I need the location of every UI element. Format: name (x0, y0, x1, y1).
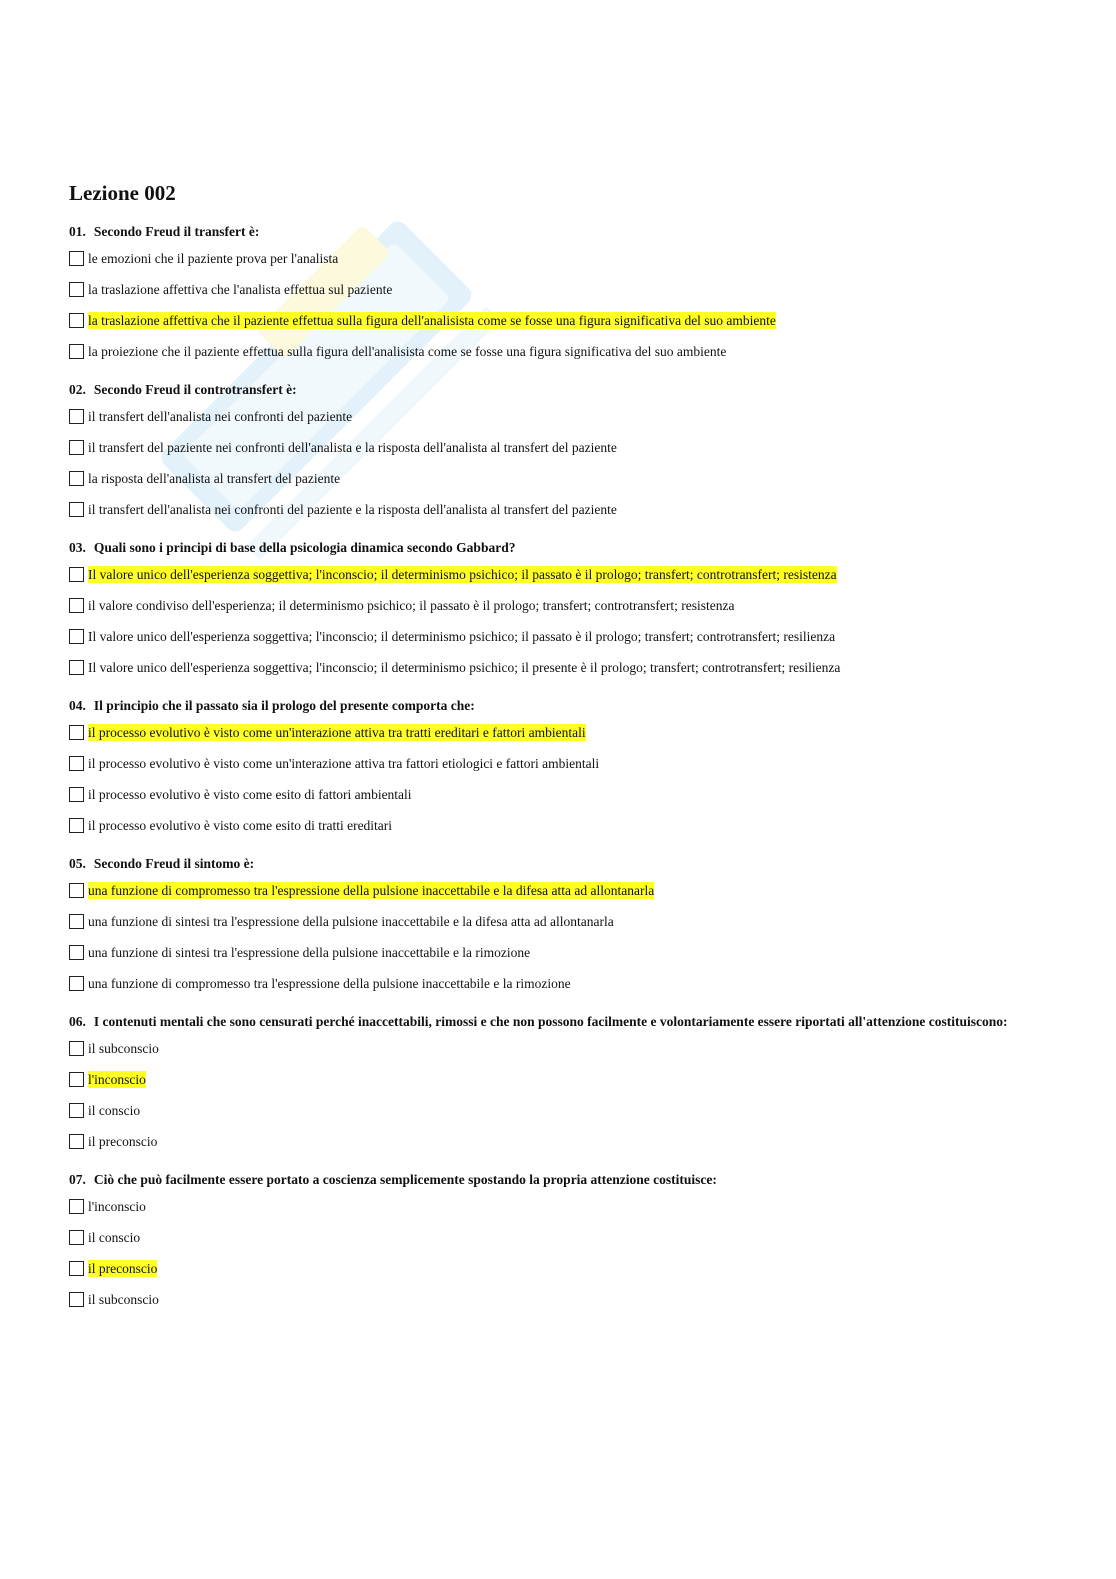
answer-option[interactable] (69, 1130, 1059, 1153)
question-text (69, 698, 1059, 713)
answer-option[interactable] (69, 656, 1059, 679)
answer-label: il subconscio (88, 1292, 159, 1307)
checkbox[interactable] (69, 787, 84, 802)
checkbox[interactable] (69, 471, 84, 486)
checkbox[interactable] (69, 1199, 84, 1214)
question-list (69, 224, 1059, 1311)
question-prompt: Il principio che il passato sia il prologo del presente comporta che: (93, 698, 475, 713)
checkbox[interactable] (69, 409, 84, 424)
question-number: 07. (69, 1172, 86, 1187)
checkbox[interactable] (69, 440, 84, 455)
checkbox[interactable] (69, 1041, 84, 1056)
answer-option[interactable] (69, 1037, 1059, 1060)
quiz-content (69, 178, 1059, 1330)
checkbox[interactable] (69, 883, 84, 898)
checkbox[interactable] (69, 344, 84, 359)
answer-option[interactable] (69, 594, 1059, 617)
checkbox[interactable] (69, 818, 84, 833)
answer-label-highlighted: una funzione di compromesso tra l'espressione della pulsione inaccettabile e la difesa atta ad allontanarla (88, 883, 655, 898)
answer-option[interactable] (69, 814, 1059, 837)
question-block (69, 698, 1059, 837)
checkbox[interactable] (69, 598, 84, 613)
checkbox[interactable] (69, 502, 84, 517)
answer-option[interactable] (69, 625, 1059, 648)
answer-label: una funzione di compromesso tra l'espressione della pulsione inaccettabile e la rimozione (88, 976, 571, 991)
checkbox[interactable] (69, 282, 84, 297)
answer-label: il preconscio (88, 1134, 158, 1149)
checkbox[interactable] (69, 313, 84, 328)
answer-option[interactable] (69, 340, 1059, 363)
question-number: 02. (69, 382, 86, 397)
answer-label-highlighted: la traslazione affettiva che il paziente effettua sulla figura dell'analisista come se fosse una figura significativa del suo ambiente (88, 313, 776, 328)
question-text (69, 1172, 1059, 1187)
checkbox[interactable] (69, 660, 84, 675)
answer-option[interactable] (69, 879, 1059, 902)
answer-option[interactable] (69, 563, 1059, 586)
question-block (69, 382, 1059, 521)
answer-option[interactable] (69, 1099, 1059, 1122)
answer-option[interactable] (69, 1288, 1059, 1311)
answer-label: il transfert dell'analista nei confronti del paziente (88, 409, 353, 424)
checkbox[interactable] (69, 945, 84, 960)
question-number: 06. (69, 1014, 86, 1029)
checkbox[interactable] (69, 567, 84, 582)
answer-label: il transfert dell'analista nei confronti del paziente e la risposta dell'analista al transfert del paziente (88, 502, 617, 517)
question-block (69, 856, 1059, 995)
answer-label: Il valore unico dell'esperienza soggettiva; l'inconscio; il determinismo psichico; il presente è il prologo; transfert; controtransfert; resilienza (88, 660, 841, 675)
question-prompt: Quali sono i principi di base della psicologia dinamica secondo Gabbard? (93, 540, 516, 555)
checkbox[interactable] (69, 251, 84, 266)
question-block (69, 1014, 1059, 1153)
answer-option[interactable] (69, 1257, 1059, 1280)
answer-label: Il valore unico dell'esperienza soggettiva; l'inconscio; il determinismo psichico; il passato è il prologo; transfert; controtransfert; resilienza (88, 629, 836, 644)
checkbox[interactable] (69, 1072, 84, 1087)
answer-label-highlighted: l'inconscio (88, 1072, 146, 1087)
answer-label: una funzione di sintesi tra l'espressione della pulsione inaccettabile e la difesa atta ad allontanarla (88, 914, 614, 929)
answer-option[interactable] (69, 783, 1059, 806)
answer-option[interactable] (69, 1068, 1059, 1091)
checkbox[interactable] (69, 976, 84, 991)
question-number: 03. (69, 540, 86, 555)
answer-option[interactable] (69, 1226, 1059, 1249)
answer-label: il valore condiviso dell'esperienza; il determinismo psichico; il passato è il prologo; transfert; controtransfert; resistenza (88, 598, 735, 613)
answer-option[interactable] (69, 910, 1059, 933)
answer-option[interactable] (69, 1195, 1059, 1218)
answer-label: l'inconscio (88, 1199, 146, 1214)
question-prompt: Ciò che può facilmente essere portato a coscienza semplicemente spostando la propria attenzione costituisce: (93, 1172, 717, 1187)
answer-label: il processo evolutivo è visto come un'interazione attiva tra fattori etiologici e fattori ambientali (88, 756, 600, 771)
answer-label: il processo evolutivo è visto come esito di tratti ereditari (88, 818, 393, 833)
answer-option[interactable] (69, 972, 1059, 995)
checkbox[interactable] (69, 1261, 84, 1276)
checkbox[interactable] (69, 629, 84, 644)
answer-option[interactable] (69, 941, 1059, 964)
checkbox[interactable] (69, 1230, 84, 1245)
answer-label: le emozioni che il paziente prova per l'analista (88, 251, 339, 266)
answer-option[interactable] (69, 721, 1059, 744)
answer-label-highlighted: Il valore unico dell'esperienza soggettiva; l'inconscio; il determinismo psichico; il passato è il prologo; transfert; controtransfert; resistenza (88, 567, 837, 582)
answer-option[interactable] (69, 278, 1059, 301)
question-block (69, 540, 1059, 679)
question-block (69, 1172, 1059, 1311)
answer-label: la traslazione affettiva che l'analista effettua sul paziente (88, 282, 393, 297)
question-prompt: Secondo Freud il controtransfert è: (93, 382, 297, 397)
checkbox[interactable] (69, 914, 84, 929)
answer-label: il transfert del paziente nei confronti dell'analista e la risposta dell'analista al transfert del paziente (88, 440, 617, 455)
answer-option[interactable] (69, 498, 1059, 521)
answer-label: una funzione di sintesi tra l'espressione della pulsione inaccettabile e la rimozione (88, 945, 531, 960)
answer-label: il processo evolutivo è visto come esito di fattori ambientali (88, 787, 412, 802)
answer-option[interactable] (69, 436, 1059, 459)
question-prompt: Secondo Freud il transfert è: (93, 224, 260, 239)
answer-label: il conscio (88, 1230, 141, 1245)
answer-option[interactable] (69, 309, 1059, 332)
answer-label: la proiezione che il paziente effettua sulla figura dell'analisista come se fosse una figura significativa del suo ambiente (88, 344, 727, 359)
answer-option[interactable] (69, 467, 1059, 490)
question-text (69, 856, 1059, 871)
question-text (69, 382, 1059, 397)
question-text (69, 1014, 1059, 1029)
question-prompt: I contenuti mentali che sono censurati perché inaccettabili, rimossi e che non possono facilmente e volontariamente essere riportati all'attenzione costituiscono: (93, 1014, 1008, 1029)
question-block (69, 224, 1059, 363)
question-number: 04. (69, 698, 86, 713)
question-number: 05. (69, 856, 86, 871)
question-number: 01. (69, 224, 86, 239)
answer-label-highlighted: il preconscio (88, 1261, 158, 1276)
checkbox[interactable] (69, 1292, 84, 1307)
checkbox[interactable] (69, 725, 84, 740)
question-text (69, 540, 1059, 555)
question-text (69, 224, 1059, 239)
answer-label: il subconscio (88, 1041, 159, 1056)
answer-label: la risposta dell'analista al transfert del paziente (88, 471, 341, 486)
checkbox[interactable] (69, 756, 84, 771)
answer-option[interactable] (69, 247, 1059, 270)
checkbox[interactable] (69, 1103, 84, 1118)
question-prompt: Secondo Freud il sintomo è: (93, 856, 255, 871)
answer-option[interactable] (69, 752, 1059, 775)
answer-label-highlighted: il processo evolutivo è visto come un'interazione attiva tra tratti ereditari e fattori ambientali (88, 725, 586, 740)
checkbox[interactable] (69, 1134, 84, 1149)
answer-label: il conscio (88, 1103, 141, 1118)
lesson-title: Lezione 002 (69, 181, 176, 205)
answer-option[interactable] (69, 405, 1059, 428)
